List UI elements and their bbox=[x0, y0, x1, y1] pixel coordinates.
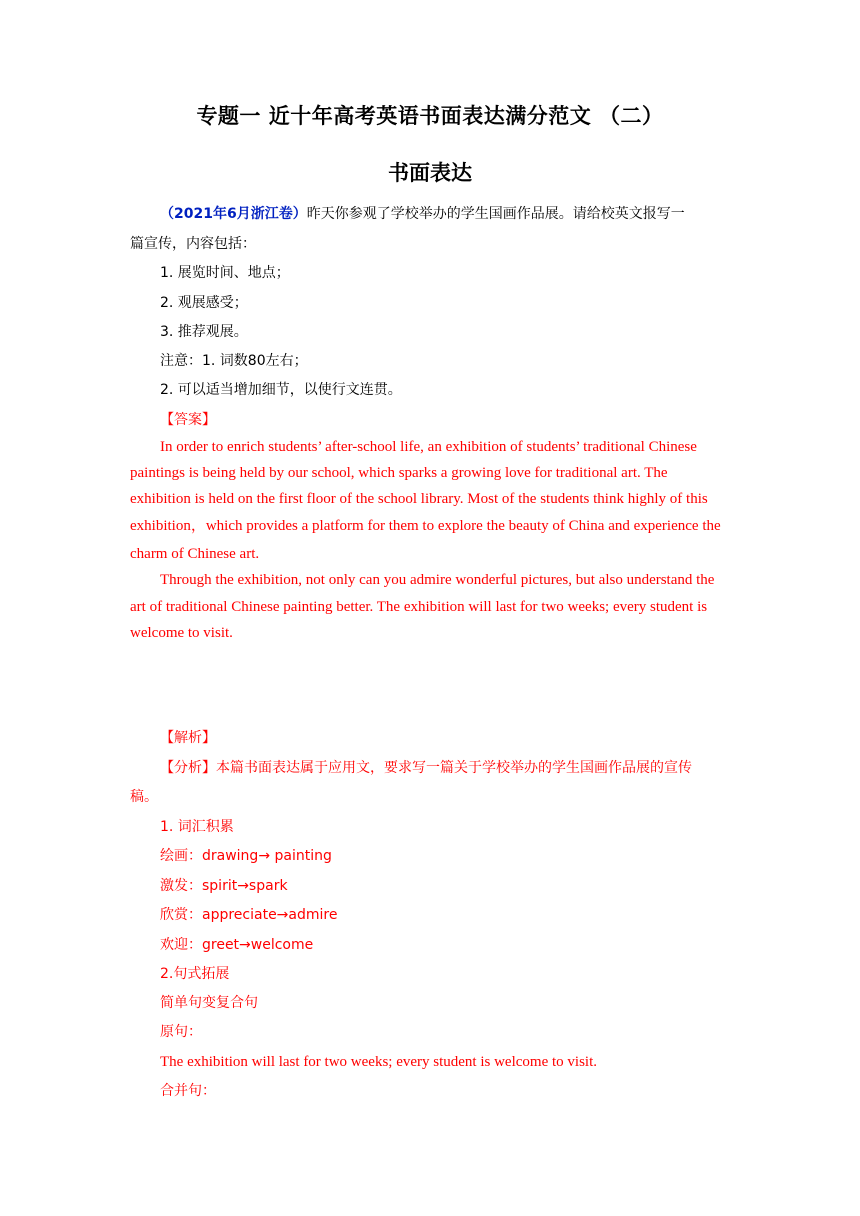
answer-line: In order to enrich students’ after-school life, an exhibition of students’ traditional Chinese bbox=[160, 439, 697, 455]
answer-line: Through the exhibition, not only can you admire wonderful pictures, but also understand the bbox=[160, 572, 715, 588]
answer-line: charm of Chinese art. bbox=[130, 546, 260, 562]
vocab-item: 绘画：drawing→ painting bbox=[160, 848, 332, 864]
task-item-3: 3. 推荐观展。 bbox=[160, 324, 248, 340]
exam-source-tag: （2021年6月浙江卷） bbox=[160, 206, 307, 222]
combined-sentence-label: 合并句： bbox=[160, 1083, 216, 1099]
task-note-2: 2. 可以适当增加细节，以使行文连贯。 bbox=[160, 382, 402, 398]
task-prompt-line-1 bbox=[160, 204, 734, 224]
vocab-item: 激发：spirit→spark bbox=[160, 878, 288, 894]
answer-line: welcome to visit. bbox=[130, 625, 233, 641]
task-item-1: 1. 展览时间、地点； bbox=[160, 265, 290, 281]
task-note-1: 注意：1. 词数80左右； bbox=[160, 353, 308, 369]
original-sentence: The exhibition will last for two weeks; every student is welcome to visit. bbox=[160, 1054, 597, 1070]
analysis-label: 【解析】 bbox=[160, 730, 216, 746]
answer-label: 【答案】 bbox=[160, 412, 216, 428]
task-prompt-text: 昨天你参观了学校举办的学生国画作品展。请给校英文报写一 bbox=[306, 206, 685, 222]
sentence-heading: 2.句式拓展 bbox=[160, 966, 230, 982]
vocab-item: 欣赏：appreciate→admire bbox=[160, 907, 338, 923]
section-title: 书面表达 bbox=[388, 161, 472, 185]
answer-line: exhibition is held on the first floor of the school library. Most of the students think highly of this bbox=[130, 491, 708, 507]
vocab-item: 欢迎：greet→welcome bbox=[160, 937, 314, 953]
answer-line: art of traditional Chinese painting better. The exhibition will last for two weeks; every student is bbox=[130, 599, 708, 615]
answer-line: exhibition，which provides a platform for them to explore the beauty of China and experience the bbox=[130, 518, 721, 534]
task-item-2: 2. 观展感受； bbox=[160, 295, 248, 311]
original-sentence-label: 原句： bbox=[160, 1024, 202, 1040]
answer-line: paintings is being held by our school, which sparks a growing love for traditional art. The bbox=[130, 465, 668, 481]
analysis-summary-line-2: 稿。 bbox=[130, 789, 158, 805]
vocab-heading: 1. 词汇积累 bbox=[160, 819, 234, 835]
task-prompt-line-2: 篇宣传，内容包括： bbox=[130, 236, 256, 252]
page-title: 专题一 近十年高考英语书面表达满分范文 （二） bbox=[196, 104, 664, 128]
sentence-subheading: 简单句变复合句 bbox=[160, 995, 258, 1011]
analysis-summary-line-1: 【分析】本篇书面表达属于应用文，要求写一篇关于学校举办的学生国画作品展的宣传 bbox=[160, 760, 692, 776]
